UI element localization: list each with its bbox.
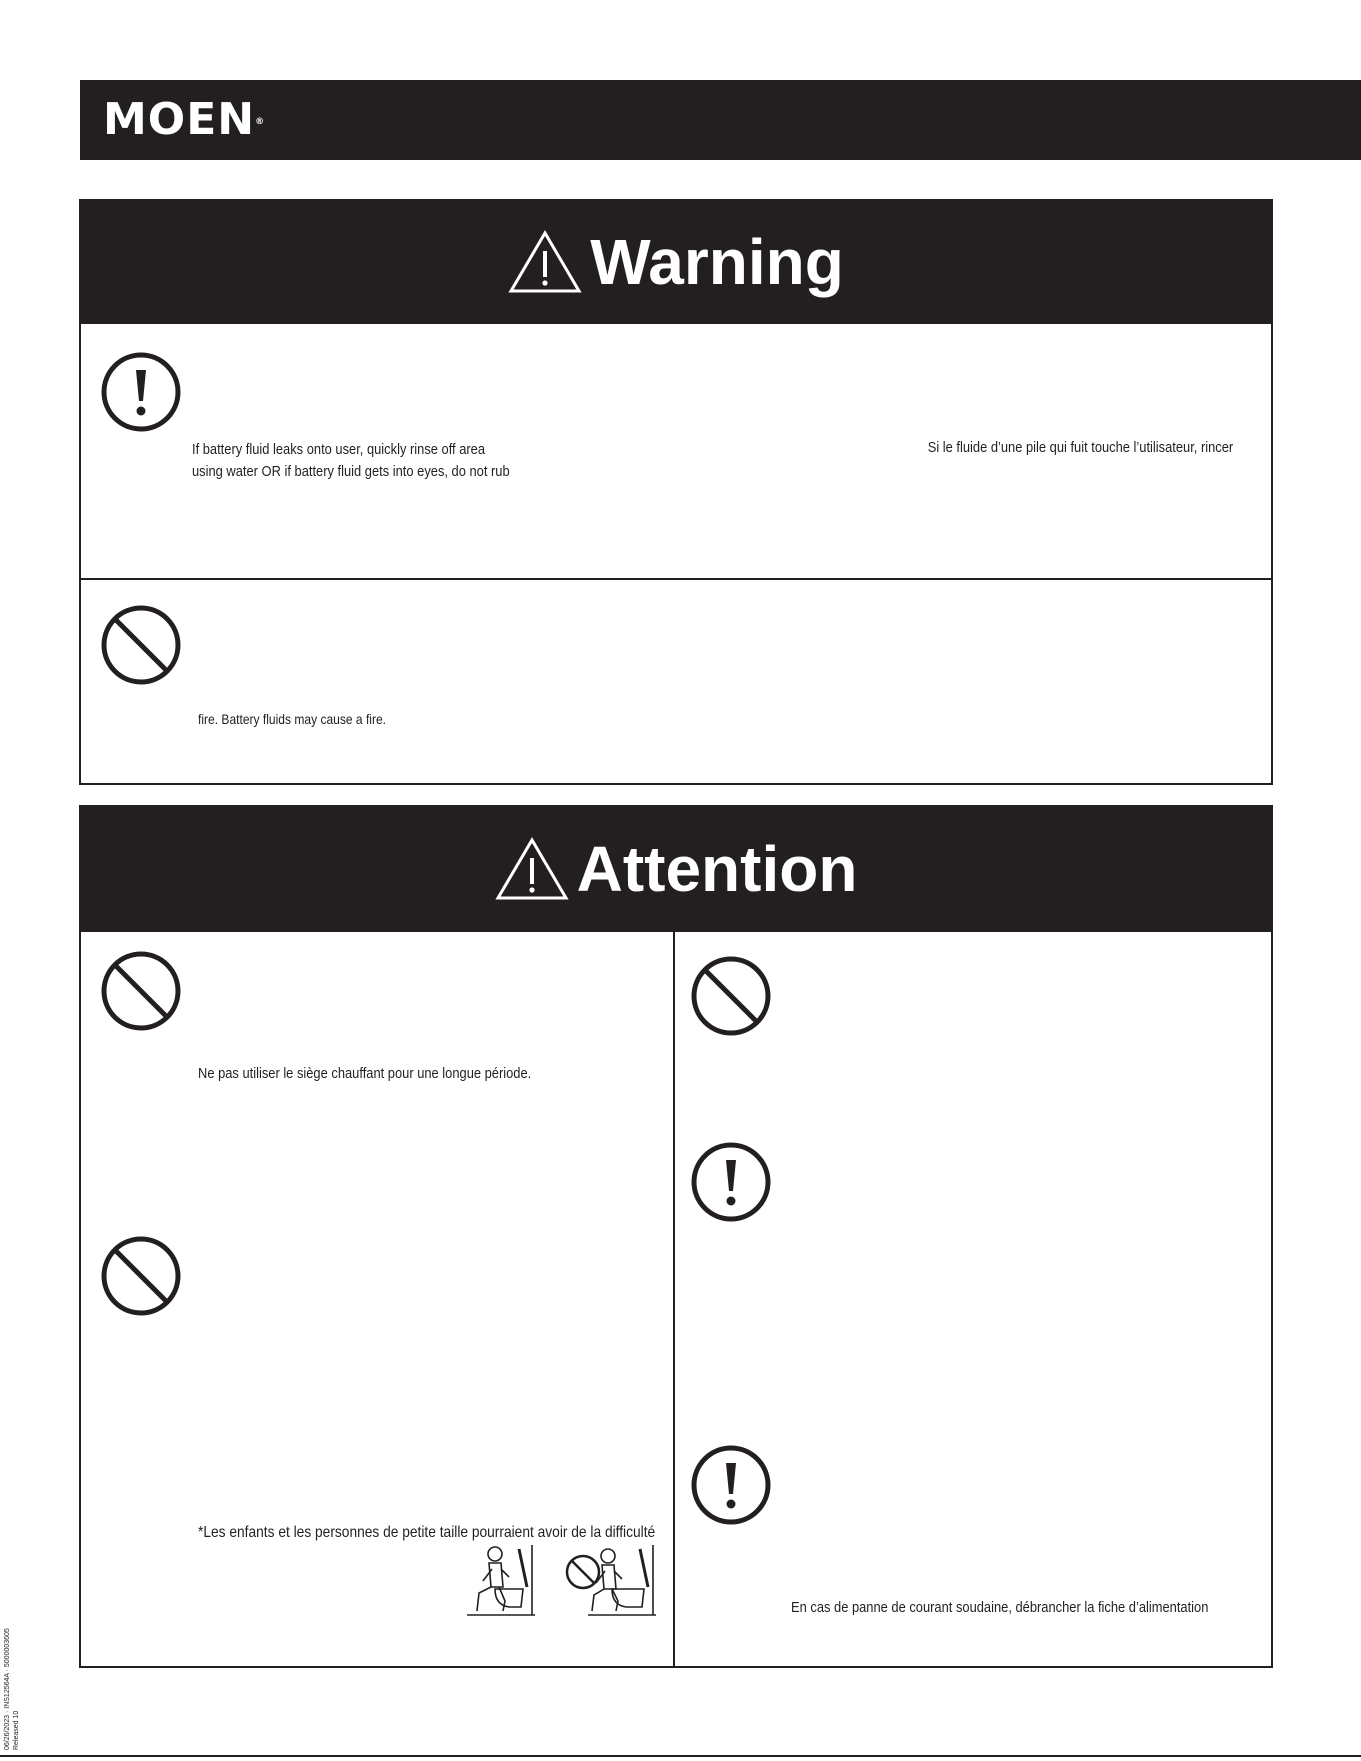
document-code [4, 1628, 32, 1760]
attention-right3-fr-line1: En cas de panne de courant soudaine, débrancher la fiche d’alimentation [791, 1599, 1209, 1616]
document-code-line1: 06/26/2023 · INS12564A · 5000003605 [4, 1628, 11, 1750]
attention-column-divider [673, 930, 675, 1666]
exclamation-circle-icon [690, 1141, 772, 1223]
warning-item1-en-line1: If battery fluid leaks onto user, quickly rinse off area [192, 441, 486, 458]
brand-logo: MOEN® [103, 94, 266, 145]
prohibition-icon [100, 950, 182, 1032]
warning-header [79, 199, 1273, 324]
attention-title: Attention [576, 832, 858, 905]
warning-triangle-icon [495, 836, 569, 902]
warning-title: Warning [590, 225, 844, 298]
brand-header-bar [80, 80, 1361, 160]
warning-triangle-icon [508, 229, 582, 295]
warning-item1-fr-line1: Si le fluide d’une pile qui fuit touche l’utilisateur, rincer [927, 439, 1233, 456]
warning-item2-en-line1: fire. Battery fluids may cause a fire. [198, 711, 387, 727]
prohibition-icon [100, 604, 182, 686]
document-code-line2: Released 10 [13, 1710, 20, 1750]
prohibition-icon [100, 1235, 182, 1317]
attention-left1-fr-line1: Ne pas utiliser le siège chauffant pour une longue période. [198, 1065, 532, 1082]
page-bottom-rule [0, 1755, 1361, 1757]
attention-header [79, 805, 1273, 932]
prohibition-icon [690, 955, 772, 1037]
seated-person-illustration [586, 1545, 658, 1617]
exclamation-circle-icon [100, 351, 182, 433]
seated-person-illustration [465, 1545, 537, 1617]
warning-item1-en-line2: using water OR if battery fluid gets into eyes, do not rub [192, 463, 510, 480]
warning-divider [79, 578, 1273, 580]
exclamation-circle-icon [690, 1444, 772, 1526]
attention-left2-fr-line1: *Les enfants et les personnes de petite taille pourraient avoir de la difficulté [198, 1524, 656, 1541]
